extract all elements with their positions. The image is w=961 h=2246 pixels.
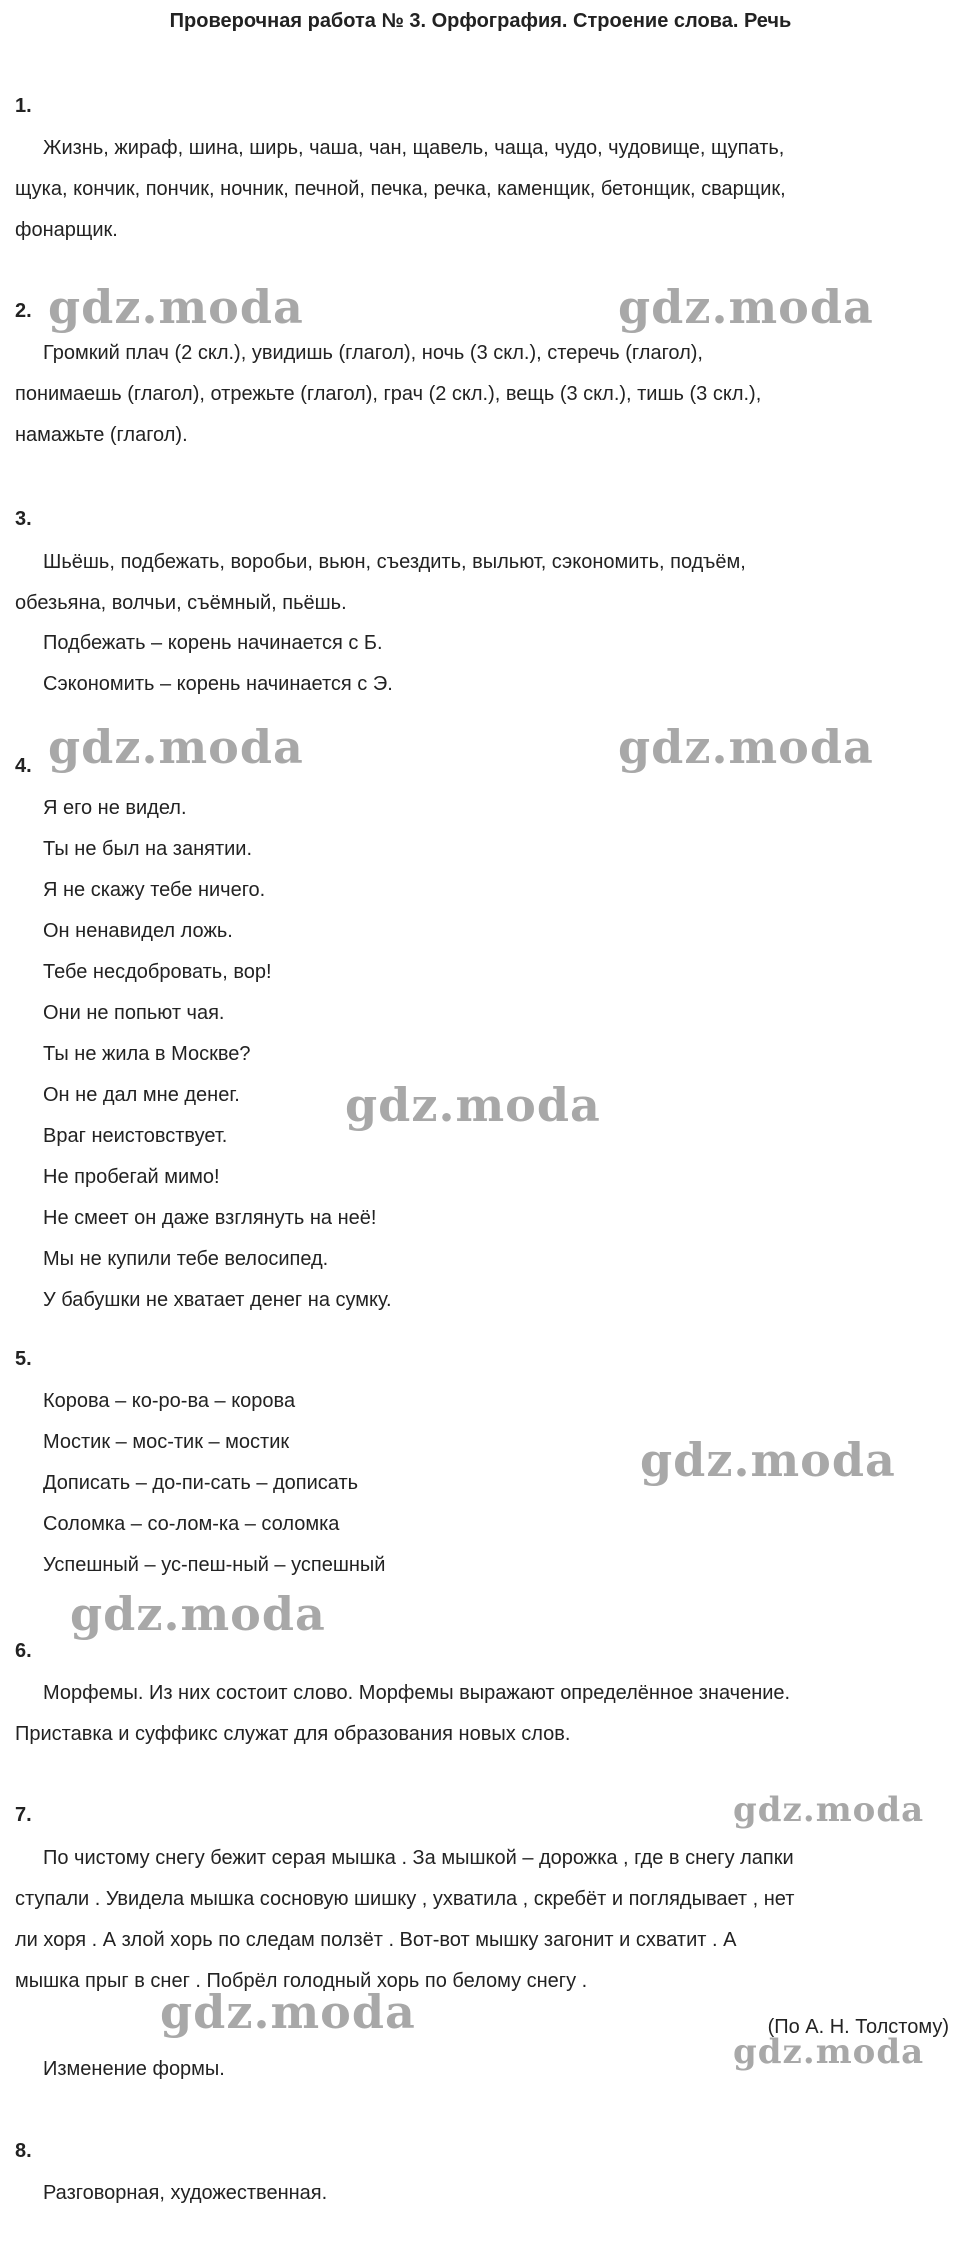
task3-note1: Подбежать – корень начинается с Б. xyxy=(43,632,383,654)
task7-line4: мышка прыг в снег . Побрёл голодный хорь по белому снегу . xyxy=(15,1970,588,1992)
task8-number: 8. xyxy=(15,2140,32,2162)
task7-line3: ли хоря . А злой хорь по следам ползёт . Вот-вот мышку загонит и схватит . А xyxy=(15,1929,737,1951)
task6-text xyxy=(15,1673,945,1755)
watermark-logo: gdz.moda xyxy=(618,720,874,774)
task4-line: Враг неистовствует. xyxy=(43,1125,228,1147)
task5-line: Мостик – мос-тик – мостик xyxy=(43,1431,290,1453)
task4-line: Я его не видел. xyxy=(43,797,187,819)
task4-line: Ты не был на занятии. xyxy=(43,838,253,860)
task6-line1: Морфемы. Из них состоит слово. Морфемы выражают определённое значение. xyxy=(43,1682,791,1704)
watermark-logo: gdz.moda xyxy=(70,1587,326,1641)
watermark-logo: gdz.moda xyxy=(345,1078,601,1132)
task4-line: Я не скажу тебе ничего. xyxy=(43,879,266,901)
watermark-logo: gdz.moda xyxy=(48,280,304,334)
task3-number: 3. xyxy=(15,508,32,530)
task1-text xyxy=(15,128,945,251)
task6-line2: Приставка и суффикс служат для образования новых слов. xyxy=(15,1723,571,1745)
watermark-logo: gdz.moda xyxy=(160,1985,416,2039)
task4-line: У бабушки не хватает денег на сумку. xyxy=(43,1289,392,1311)
task3-note2: Сэкономить – корень начинается с Э. xyxy=(43,673,393,695)
task5-line: Дописать – до-пи-сать – дописать xyxy=(43,1472,359,1494)
task4-line: Он ненавидел ложь. xyxy=(43,920,233,942)
task2-line1: Громкий плач (2 скл.), увидишь (глагол), ночь (3 скл.), стеречь (глагол), xyxy=(43,342,703,364)
page-title: Проверочная работа № 3. Орфография. Строение слова. Речь xyxy=(169,10,792,32)
task3-line2: обезьяна, волчьи, съёмный, пьёшь. xyxy=(15,592,347,614)
task3-text xyxy=(15,542,945,624)
task5-line: Корова – ко-ро-ва – корова xyxy=(43,1390,296,1412)
task5-line: Успешный – ус-пеш-ный – успешный xyxy=(43,1554,386,1576)
task4-line: Мы не купили тебе велосипед. xyxy=(43,1248,329,1270)
task4-line: Они не попьют чая. xyxy=(43,1002,225,1024)
task7-line1: По чистому снегу бежит серая мышка . За мышкой – дорожка , где в снегу лапки xyxy=(43,1847,794,1869)
task7-answer: Изменение формы. xyxy=(43,2058,225,2080)
task3-line1: Шьёшь, подбежать, воробьи, вьюн, съездить, выльют, сэкономить, подъём, xyxy=(43,551,746,573)
task4-line: Не смеет он даже взглянуть на неё! xyxy=(43,1207,377,1229)
task7-number: 7. xyxy=(15,1804,32,1826)
task4-line: Тебе несдобровать, вор! xyxy=(43,961,272,983)
task4-line: Не пробегай мимо! xyxy=(43,1166,220,1188)
task5-line: Соломка – со-лом-ка – соломка xyxy=(43,1513,340,1535)
task1-line3: фонарщик. xyxy=(15,219,118,241)
task1-line1: Жизнь, жираф, шина, ширь, чаша, чан, щавель, чаща, чудо, чудовище, щупать, xyxy=(43,137,785,159)
task2-line3: намажьте (глагол). xyxy=(15,424,188,446)
task7-text xyxy=(15,1838,945,2002)
task4-line: Он не дал мне денег. xyxy=(43,1084,240,1106)
task1-line2: щука, кончик, пончик, ночник, печной, печка, речка, каменщик, бетонщик, сварщик, xyxy=(15,178,786,200)
task8-answer: Разговорная, художественная. xyxy=(43,2182,328,2204)
task5-number: 5. xyxy=(15,1348,32,1370)
watermark-logo: gdz.moda xyxy=(640,1433,896,1487)
watermark-logo: gdz.moda xyxy=(733,2032,925,2072)
task7-source: (По А. Н. Толстому) xyxy=(767,2016,949,2038)
task2-number: 2. xyxy=(15,300,32,322)
task2-text xyxy=(15,333,945,456)
task7-line2: ступали . Увидела мышка сосновую шишку , ухватила , скребёт и поглядывает , нет xyxy=(15,1888,795,1910)
task2-line2: понимаешь (глагол), отрежьте (глагол), грач (2 скл.), вещь (3 скл.), тишь (3 скл.), xyxy=(15,383,762,405)
watermark-logo: gdz.moda xyxy=(733,1790,925,1830)
task6-number: 6. xyxy=(15,1640,32,1662)
watermark-logo: gdz.moda xyxy=(618,280,874,334)
watermark-logo: gdz.moda xyxy=(48,720,304,774)
task4-number: 4. xyxy=(15,755,32,777)
task4-line: Ты не жила в Москве? xyxy=(43,1043,251,1065)
task1-number: 1. xyxy=(15,95,32,117)
